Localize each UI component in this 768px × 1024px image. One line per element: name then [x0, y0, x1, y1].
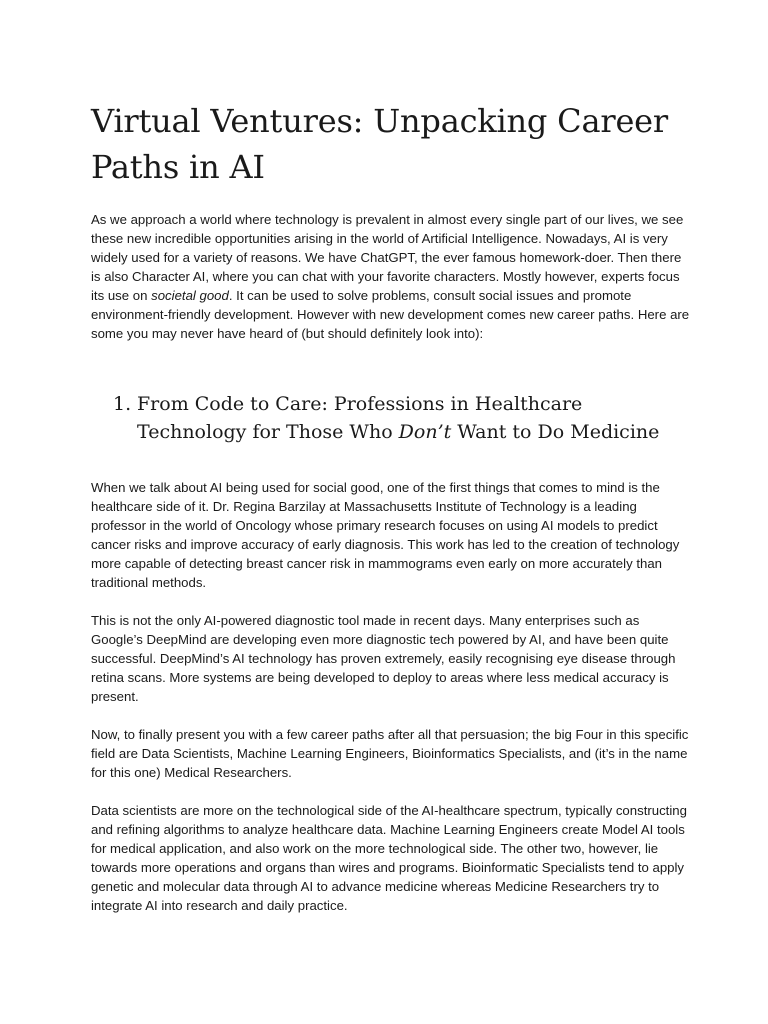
document-title: Virtual Ventures: Unpacking Career Paths in AI — [91, 102, 669, 186]
body-paragraph-2: This is not the only AI-powered diagnostic tool made in recent days. Many enterprises such as Google’s DeepMind are developing even more diagnostic tech powered by AI, and have been quite successful. DeepMind’s AI technology has proven extremely, easily recognising eye disease through retina scans. More systems are being developed to deploy to areas where less medical accuracy is present. — [91, 613, 676, 704]
body-paragraph-4: Data scientists are more on the technological side of the AI-healthcare spectrum, typically constructing and refining algorithms to analyze healthcare data. Machine Learning Engineers create Model AI tools for medical application, and also work on the more technological side. The other two, however, lie towards more operations and organs than wires and programs. Bioinformatic Specialists tend to apply genetic and molecular data through AI to advance medicine whereas Medicine Researchers try to integrate AI into research and daily practice. — [91, 803, 687, 913]
section-heading — [113, 390, 691, 446]
body-paragraph-1: When we talk about AI being used for social good, one of the first things that comes to mind is the healthcare side of it. Dr. Regina Barzilay at Massachusetts Institute of Technology is a leading professor in the world of Oncology whose primary research focuses on using AI models to predict cancer risks and improve accuracy of early diagnosis. This work has led to the creation of technology more capable of detecting breast cancer risk in mammograms even early on more accurately than traditional methods. — [91, 480, 680, 590]
intro-emphasis: societal good — [151, 288, 229, 303]
section-heading-start: From Code to Care: Professions in Healthcare Technology for Those Who — [137, 393, 583, 443]
section-heading-emphasis: Don’t — [398, 421, 452, 443]
body-paragraph-3: Now, to finally present you with a few career paths after all that persuasion; the big Four in this specific field are Data Scientists, Machine Learning Engineers, Bioinformatics Specialists, and (it’s in the name for this one) Medical Researchers. — [91, 727, 689, 780]
document-page — [91, 98, 691, 915]
intro-paragraph — [91, 210, 691, 343]
section-number: 1. — [113, 393, 132, 415]
section-heading-text — [137, 390, 677, 446]
intro-text-start: As we approach a world where technology is prevalent in almost every single part of our lives, we see these new incredible opportunities arising in the world of Artificial Intelligence. Nowadays, AI is very widely used for a variety of reasons. We have ChatGPT, the ever famous homework-doer. Then there is also Character AI, where you can chat with your favorite characters. Mostly however, experts focus its use on — [91, 212, 684, 303]
section-heading-end: Want to Do Medicine — [451, 421, 660, 443]
intro-text-end: . It can be used to solve problems, consult social issues and promote environment-friendly development. However with new development comes new career paths. Here are some you may never have heard of (but should definitely look into): — [91, 288, 690, 341]
